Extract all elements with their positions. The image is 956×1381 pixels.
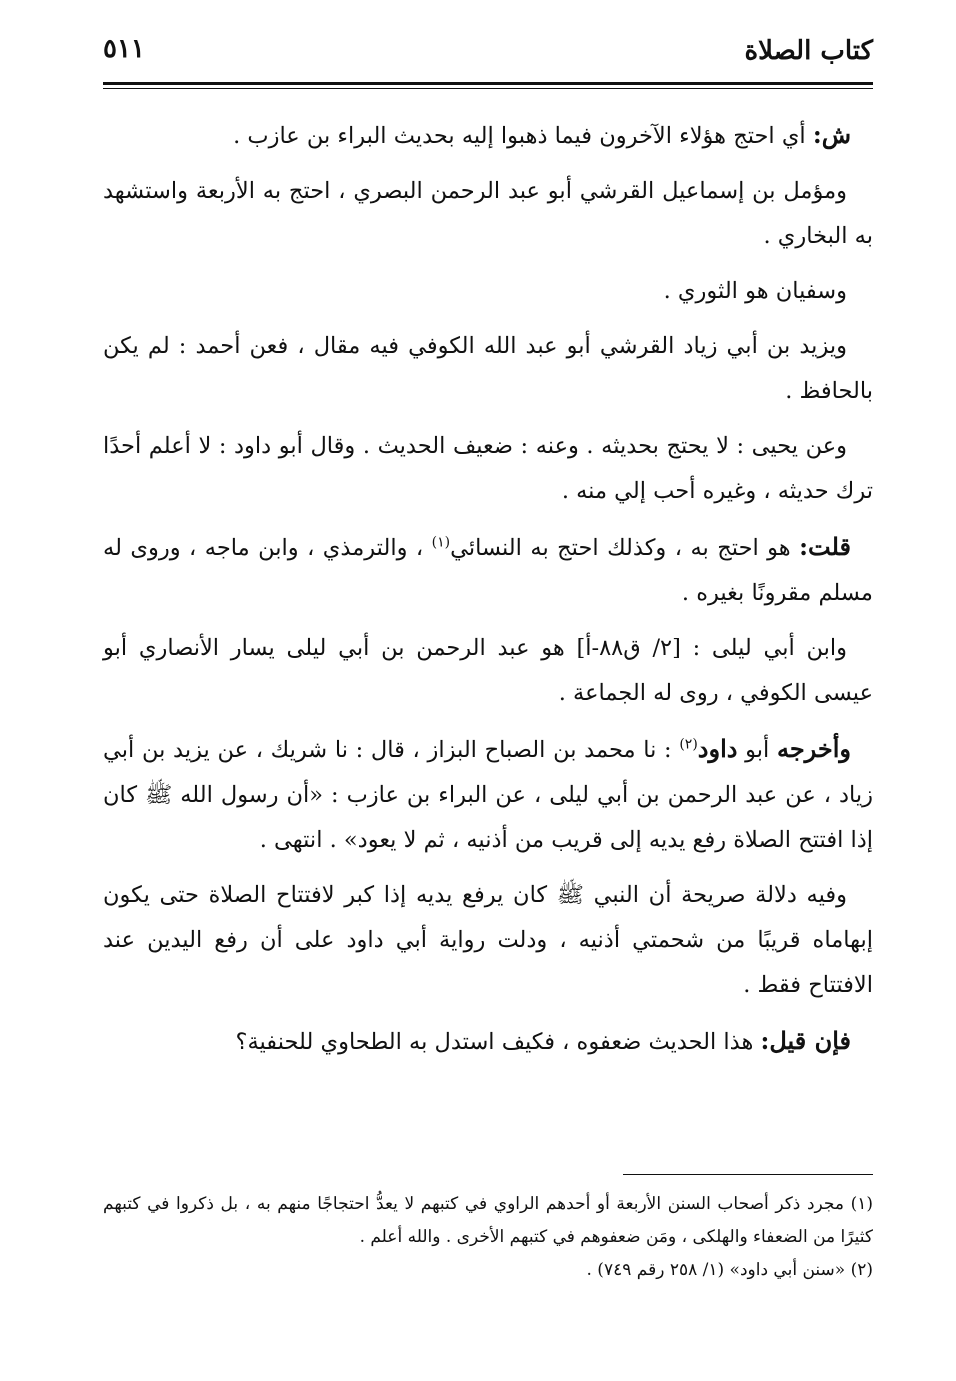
paragraph-10 (103, 1018, 873, 1065)
paragraph-lead: وأخرجه (776, 734, 851, 763)
paragraph-text: ، والترمذي ، وابن ماجه ، وروى له مسلم مقرونًا بغيره . (103, 535, 873, 606)
footnote-rule (623, 1174, 873, 1175)
paragraph-9 (103, 873, 873, 1008)
header-rule (103, 82, 873, 85)
header-rule-thin (103, 88, 873, 89)
footnotes (103, 1188, 873, 1287)
footnote-ref-1: (١) (431, 534, 451, 551)
page-header (103, 28, 873, 78)
chapter-title: كتاب الصلاة (744, 36, 873, 66)
page-number: ٥١١ (103, 34, 145, 64)
paragraph-text: ومؤمل بن إسماعيل القرشي أبو عبد الرحمن البصري ، احتج به الأربعة واستشهد به البخاري . (103, 178, 873, 249)
body-text (103, 112, 873, 1075)
paragraph-4 (103, 324, 873, 414)
paragraph-text: هذا الحديث ضعفوه ، فكيف استدل به الطحاوي للحنفية؟ (235, 1029, 761, 1055)
paragraph-lead: فإن قيل: (760, 1026, 851, 1055)
footnote-ref-2: (٢) (679, 736, 698, 753)
paragraph-text: ويزيد بن أبي زياد القرشي أبو عبد الله الكوفي فيه مقال ، فعن أحمد : لم يكن بالحافظ . (103, 333, 873, 404)
paragraph-7 (103, 626, 873, 716)
footnote-2: (٢) «سنن أبي داود» (١/ ٢٥٨ رقم ٧٤٩) . (586, 1260, 873, 1280)
paragraph-text: وعن يحيى : لا يحتج بحديثه . وعنه : ضعيف الحديث . وقال أبو داود : لا أعلم أحدًا ترك حديثه ، وغيره أحب إلي منه . (103, 433, 873, 504)
paragraph-lead: قلت: (799, 532, 851, 561)
paragraph-5 (103, 424, 873, 514)
paragraph-lead-2: داود (697, 734, 738, 763)
paragraph-text: : نا محمد بن الصباح البزاز ، قال : نا شريك ، عن يزيد بن أبي زياد ، عن عبد الرحمن بن أبي ليلى ، عن البراء بن عازب : «أن رسول الله ﷺ كان إذا افتتح الصلاة رفع يديه إلى قريب من أذنيه ، ثم لا يعود» . انتهى . (103, 737, 873, 853)
paragraph-lead: ش: (812, 120, 851, 149)
paragraph-3 (103, 269, 873, 314)
paragraph-8 (103, 726, 873, 863)
paragraph-text: وفيه دلالة صريحة أن النبي ﷺ كان يرفع يديه إذا كبر لافتتاح الصلاة حتى يكون إبهاماه قريبًا من شحمتي أذنيه ، ودلت رواية أبي داود على أن رفع اليدين عند الافتتاح فقط . (103, 882, 873, 998)
paragraph-text: أي احتج هؤلاء الآخرون فيما ذهبوا إليه بحديث البراء بن عازب . (233, 123, 813, 149)
paragraph-text: هو احتج به ، وكذلك احتج به النسائي (450, 535, 800, 561)
document-page (103, 28, 873, 1358)
footnote-1: (١) مجرد ذكر أصحاب السنن الأربعة أو أحدهم الراوي في كتبهم لا يعدُّ احتجاجًا منهم به ، بل ذكروا في كتبهم كثيرًا من الضعفاء والهلكى ، ومَن ضعفوهم في كتبهم الأخرى . والله أعلم . (103, 1194, 873, 1247)
paragraph-lead-rest: أبو (737, 737, 777, 763)
paragraph-text: وابن أبي ليلى : [٢/ ق٨٨-أ] هو عبد الرحمن بن أبي ليلى يسار الأنصاري أبو عيسى الكوفي ، روى له الجماعة . (103, 635, 873, 706)
paragraph-6 (103, 524, 873, 616)
paragraph-1 (103, 112, 873, 159)
paragraph-2 (103, 169, 873, 259)
paragraph-text: وسفيان هو الثوري . (663, 278, 847, 304)
